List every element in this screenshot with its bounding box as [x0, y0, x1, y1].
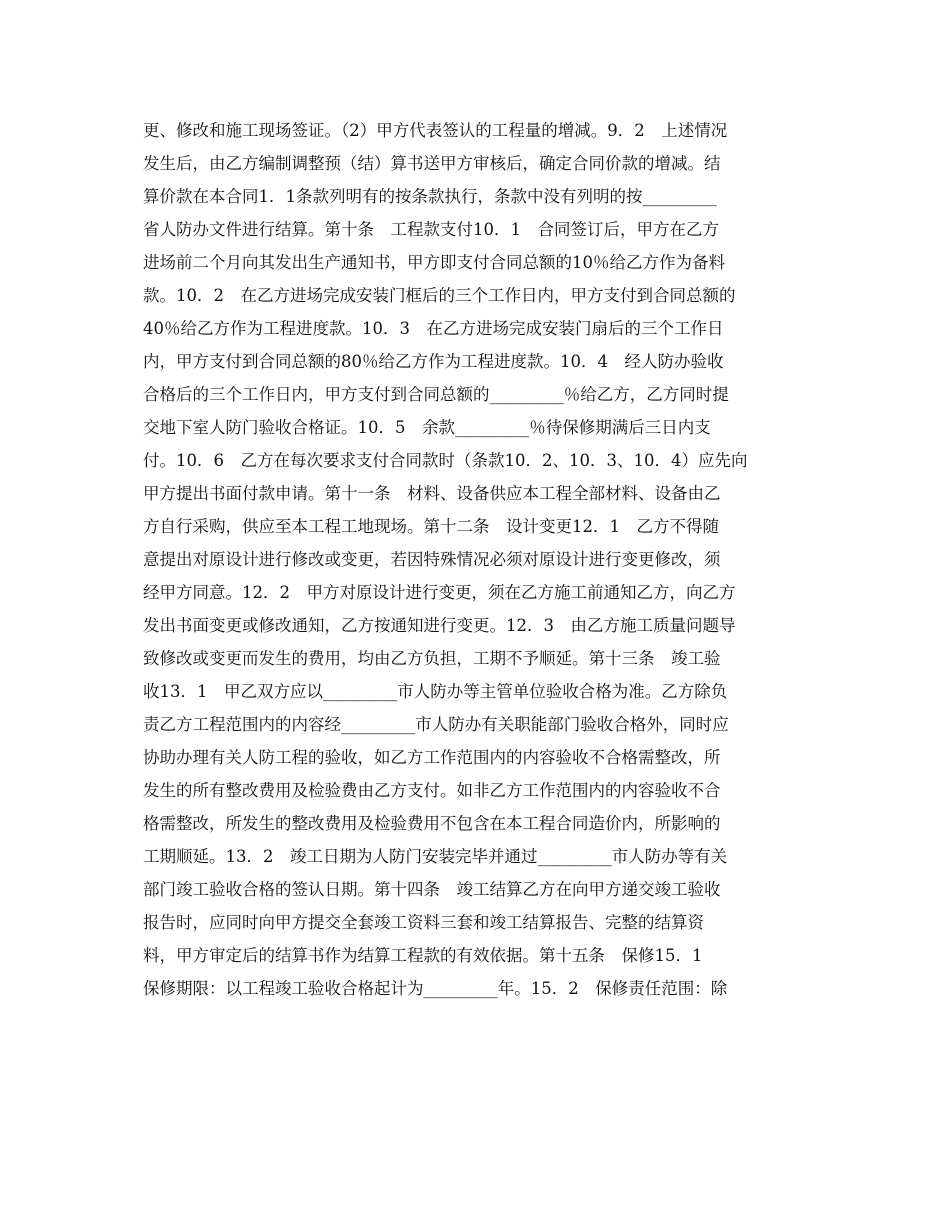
text-line: 意提出对原设计进行修改或变更，若因特殊情况必须对原设计进行变更修改，须: [143, 550, 721, 569]
text-line: 发生的所有整改费用及检验费由乙方支付。如非乙方工作范围内的内容验收不合: [143, 781, 721, 800]
text-line: 责乙方工程范围内的内容经_________市人防办有关职能部门验收合格外，同时应: [143, 715, 729, 734]
text-line: 经甲方同意。12．2 甲方对原设计进行变更，须在乙方施工前通知乙方，向乙方: [143, 583, 736, 602]
text-line: 保修期限：以工程竣工验收合格起计为_________年。15．2 保修责任范围：除: [143, 979, 728, 998]
text-line: 款。10．2 在乙方进场完成安装门框后的三个工作日内，甲方支付到合同总额的: [143, 286, 736, 305]
text-line: 部门竣工验收合格的签认日期。第十四条 竣工结算乙方在向甲方递交竣工验收: [143, 880, 721, 899]
text-line: 致修改或变更而发生的费用，均由乙方负担，工期不予顺延。第十三条 竣工验: [143, 649, 721, 668]
text-line: 进场前二个月向其发出生产通知书，甲方即支付合同总额的10％给乙方作为备料: [143, 253, 725, 272]
text-line: 发生后，由乙方编制调整预（结）算书送甲方审核后，确定合同价款的增减。结: [143, 154, 721, 173]
text-line: 内，甲方支付到合同总额的80％给乙方作为工程进度款。10．4 经人防办验收: [143, 352, 724, 371]
text-line: 格需整改，所发生的整改费用及检验费用不包含在本工程合同造价内，所影响的: [143, 814, 721, 833]
text-line: 料，甲方审定后的结算书作为结算工程款的有效依据。第十五条 保修15．1: [143, 946, 703, 965]
text-line: 更、修改和施工现场签证。（2）甲方代表签认的工程量的增减。9．2 上述情况: [143, 121, 728, 140]
text-line: 报告时，应同时向甲方提交全套竣工资料三套和竣工结算报告、完整的结算资: [143, 913, 704, 932]
text-line: 交地下室人防门验收合格证。10．5 余款_________％待保修期满后三日内支: [143, 418, 711, 437]
text-line: 合格后的三个工作日内，甲方支付到合同总额的_________％给乙方，乙方同时提: [143, 385, 729, 404]
text-line: 省人防办文件进行结算。第十条 工程款支付10．1 合同签订后，甲方在乙方: [143, 220, 719, 239]
contract-body-text: [143, 114, 813, 1005]
text-line: 40％给乙方作为工程进度款。10．3 在乙方进场完成安装门扇后的三个工作日: [143, 319, 724, 338]
text-line: 发出书面变更或修改通知，乙方按通知进行变更。12．3 由乙方施工质量问题导: [143, 616, 736, 635]
text-line: 甲方提出书面付款申请。第十一条 材料、设备供应本工程全部材料、设备由乙: [143, 484, 721, 503]
text-line: 协助办理有关人防工程的验收，如乙方工作范围内的内容验收不合格需整改，所: [143, 748, 721, 767]
text-line: 付。10．6 乙方在每次要求支付合同款时（条款10．2、10．3、10．4）应先向: [143, 451, 748, 470]
text-line: 算价款在本合同1．1条款列明有的按条款执行，条款中没有列明的按_________: [143, 187, 717, 206]
text-line: 收13．1 甲乙双方应以_________市人防办等主管单位验收合格为准。乙方除负: [143, 682, 728, 701]
text-line: 工期顺延。13．2 竣工日期为人防门安装完毕并通过_________市人防办等有关: [143, 847, 728, 866]
text-line: 方自行采购，供应至本工程工地现场。第十二条 设计变更12．1 乙方不得随: [143, 517, 719, 536]
